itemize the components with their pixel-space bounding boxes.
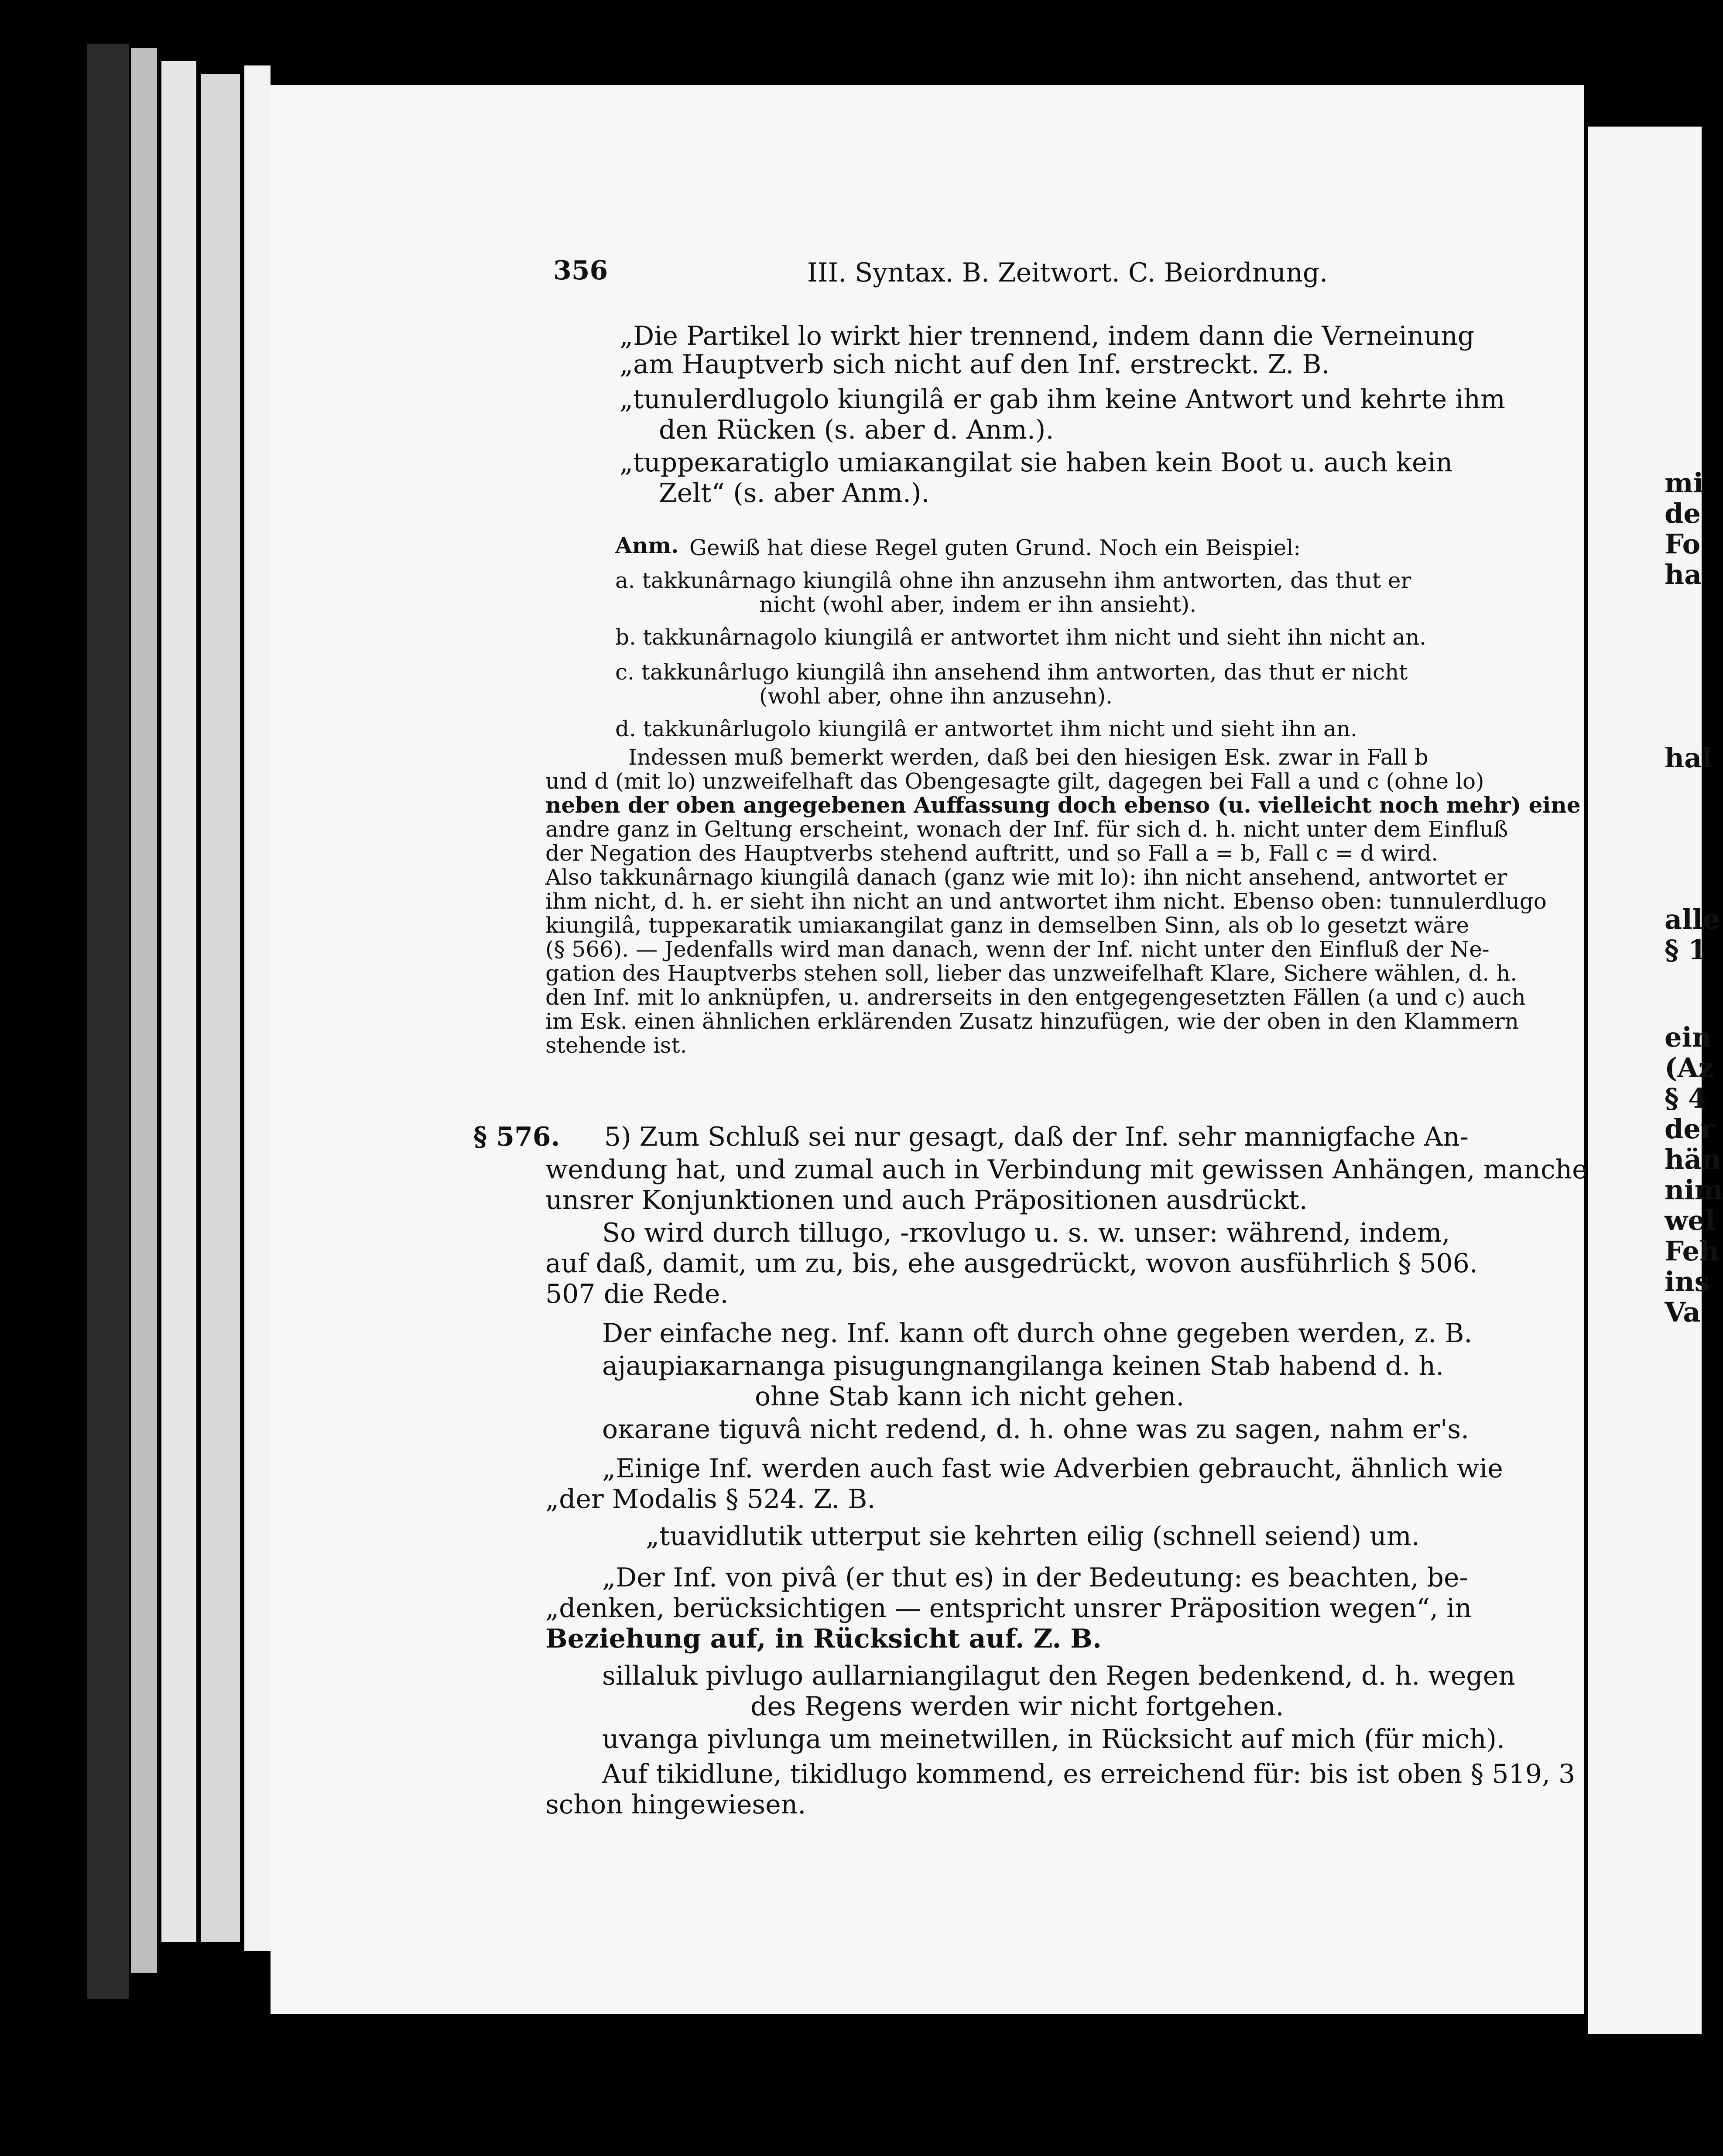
text-line: d. takkunârlugolo kiungilâ er antwortet ihm nicht und sieht ihn an. [615, 716, 1357, 742]
text-line: ajaupiaкarnanga pisugungnangilanga keinen Stab habend d. h. [602, 1351, 1444, 1381]
text-line: andre ganz in Geltung erscheint, wonach der Inf. für sich d. h. nicht unter dem Einfluß [545, 817, 1508, 842]
text-line: oкarane tiguvâ nicht redend, d. h. ohne was zu sagen, nahm er's. [602, 1414, 1470, 1445]
text-fragment: alle [1665, 903, 1720, 935]
text-line: den Rücken (s. aber d. Anm.). [659, 415, 1054, 445]
text-line: 507 die Rede. [545, 1279, 729, 1309]
page-number: 356 [553, 255, 608, 286]
text-line: ohne Stab kann ich nicht gehen. [755, 1381, 1185, 1412]
text-line: Also takkunârnago kiungilâ danach (ganz wie mit lo): ihn nicht ansehend, antwortet er [545, 865, 1507, 890]
text-line: „tuppeкaratiglo umiaкangilat sie haben kein Boot u. auch kein [620, 447, 1453, 478]
text-line: „Die Partikel lo wirkt hier trennend, indem dann die Verneinung [620, 321, 1475, 351]
text-fragment: ins [1665, 1266, 1710, 1298]
text-line: des Regens werden wir nicht fortgehen. [750, 1691, 1284, 1722]
text-line: „am Hauptverb sich nicht auf den Inf. erstreckt. Z. B. [620, 349, 1330, 380]
text-line: b. takkunârnagolo kiungilâ er antwortet ihm nicht und sieht ihn nicht an. [615, 625, 1427, 650]
text-line: wendung hat, und zumal auch in Verbindung mit gewissen Anhängen, manche [545, 1154, 1588, 1185]
text-fragment: ha [1665, 559, 1702, 590]
text-fragment: § 1 [1665, 934, 1707, 966]
book-page [271, 85, 1588, 2014]
text-line: Zelt“ (s. aber Anm.). [659, 478, 930, 508]
text-fragment: hän [1665, 1143, 1722, 1175]
text-fragment: hal [1665, 742, 1712, 774]
text-line: 5) Zum Schluß sei nur gesagt, daß der Inf. sehr mannigfache An- [604, 1122, 1469, 1152]
text-line: Der einfache neg. Inf. kann oft durch ohne gegeben werden, z. B. [602, 1318, 1473, 1349]
text-line: „denken, berücksichtigen — entspricht unsrer Präposition wegen“, in [545, 1593, 1472, 1624]
text-fragment: (Az [1665, 1052, 1714, 1084]
text-line: uvanga pivlunga um meinetwillen, in Rücksicht auf mich (für mich). [602, 1724, 1505, 1754]
text-line: kiungilâ, tuppeкaratik umiaкangilat ganz in demselben Sinn, als ob lo gesetzt wäre [545, 913, 1470, 938]
note-label: Anm. [615, 532, 679, 558]
page-edge-stack [201, 74, 240, 1942]
text-fragment: wel [1665, 1205, 1716, 1236]
text-line: sillaluk pivlugo aullarniangilagut den Regen bedenkend, d. h. wegen [602, 1661, 1515, 1691]
text-line: ihm nicht, d. h. er sieht ihn nicht an und antwortet ihm nicht. Ebenso oben: tunnulerdlugo [545, 889, 1547, 914]
text-fragment: Fo [1665, 528, 1700, 560]
text-fragment: § 4 [1665, 1082, 1707, 1114]
text-line: auf daß, damit, um zu, bis, ehe ausgedrückt, wovon ausführlich § 506. [545, 1248, 1478, 1279]
text-line: nicht (wohl aber, indem er ihn ansieht). [759, 592, 1197, 617]
text-line: Beziehung auf, in Rücksicht auf. Z. B. [545, 1624, 1102, 1654]
text-line: gation des Hauptverbs stehen soll, lieber das unzweifelhaft Klare, Sichere wählen, d. h. [545, 961, 1517, 986]
text-line: neben der oben angegebenen Auffassung doch ebenso (u. vielleicht noch mehr) eine [545, 792, 1581, 818]
text-line: So wird durch tillugo, -rкovlugo u. s. w. unser: während, indem, [602, 1218, 1450, 1248]
facing-page-fragment [1588, 127, 1723, 2034]
text-line: (§ 566). — Jedenfalls wird man danach, wenn der Inf. nicht unter den Einfluß der Ne- [545, 937, 1490, 962]
section-number: § 576. [473, 1122, 560, 1152]
text-line: den Inf. mit lo anknüpfen, u. andrerseits in den entgegengesetzten Fällen (a und c) auch [545, 985, 1526, 1010]
text-line: „Einige Inf. werden auch fast wie Adverbien gebraucht, ähnlich wie [602, 1453, 1503, 1484]
text-line: „tuavidlutik utterput sie kehrten eilig (schnell seiend) um. [646, 1521, 1420, 1552]
text-line: Indessen muß bemerkt werden, daß bei den hiesigen Esk. zwar in Fall b [628, 745, 1428, 770]
text-line: der Negation des Hauptverbs stehend auftritt, und so Fall a = b, Fall c = d wird. [545, 841, 1439, 866]
text-line: „der Modalis § 524. Z. B. [545, 1484, 876, 1514]
page-edge-stack [131, 48, 157, 1973]
text-line: Auf tikidlune, tikidlugo kommend, es erreichend für: bis ist oben § 519, 3 [602, 1759, 1576, 1789]
text-line: „tunulerdlugolo kiungilâ er gab ihm keine Antwort und kehrte ihm [620, 384, 1505, 415]
text-fragment: Feh [1665, 1235, 1720, 1267]
text-line: Gewiß hat diese Regel guten Grund. Noch ein Beispiel: [689, 535, 1301, 560]
text-fragment: de [1665, 498, 1701, 529]
page-edge-stack [244, 65, 271, 1951]
text-line: stehende ist. [545, 1033, 687, 1058]
text-line: „Der Inf. von pivâ (er thut es) in der Bedeutung: es beachten, be- [602, 1562, 1468, 1593]
text-fragment: mi [1665, 467, 1704, 499]
text-fragment: der [1665, 1113, 1715, 1145]
text-fragment: ein [1665, 1021, 1712, 1053]
page-edge-stack [161, 61, 196, 1942]
text-line: und d (mit lo) unzweifelhaft das Obengesagte gilt, dagegen bei Fall a und c (ohne lo) [545, 769, 1484, 794]
book-fold-shadow [87, 44, 129, 1999]
text-line: im Esk. einen ähnlichen erklärenden Zusatz hinzufügen, wie der oben in den Klammern [545, 1009, 1519, 1034]
running-title: III. Syntax. B. Zeitwort. C. Beiordnung. [807, 257, 1328, 288]
text-line: (wohl aber, ohne ihn anzusehn). [759, 683, 1113, 709]
text-line: schon hingewiesen. [545, 1789, 806, 1820]
text-line: unsrer Konjunktionen und auch Präpositionen ausdrückt. [545, 1185, 1308, 1215]
text-line: a. takkunârnago kiungilâ ohne ihn anzusehn ihm antworten, das thut er [615, 568, 1411, 593]
text-fragment: nim [1665, 1174, 1723, 1206]
text-fragment: Va [1665, 1296, 1701, 1328]
text-line: c. takkunârlugo kiungilâ ihn ansehend ihm antworten, das thut er nicht [615, 659, 1408, 685]
